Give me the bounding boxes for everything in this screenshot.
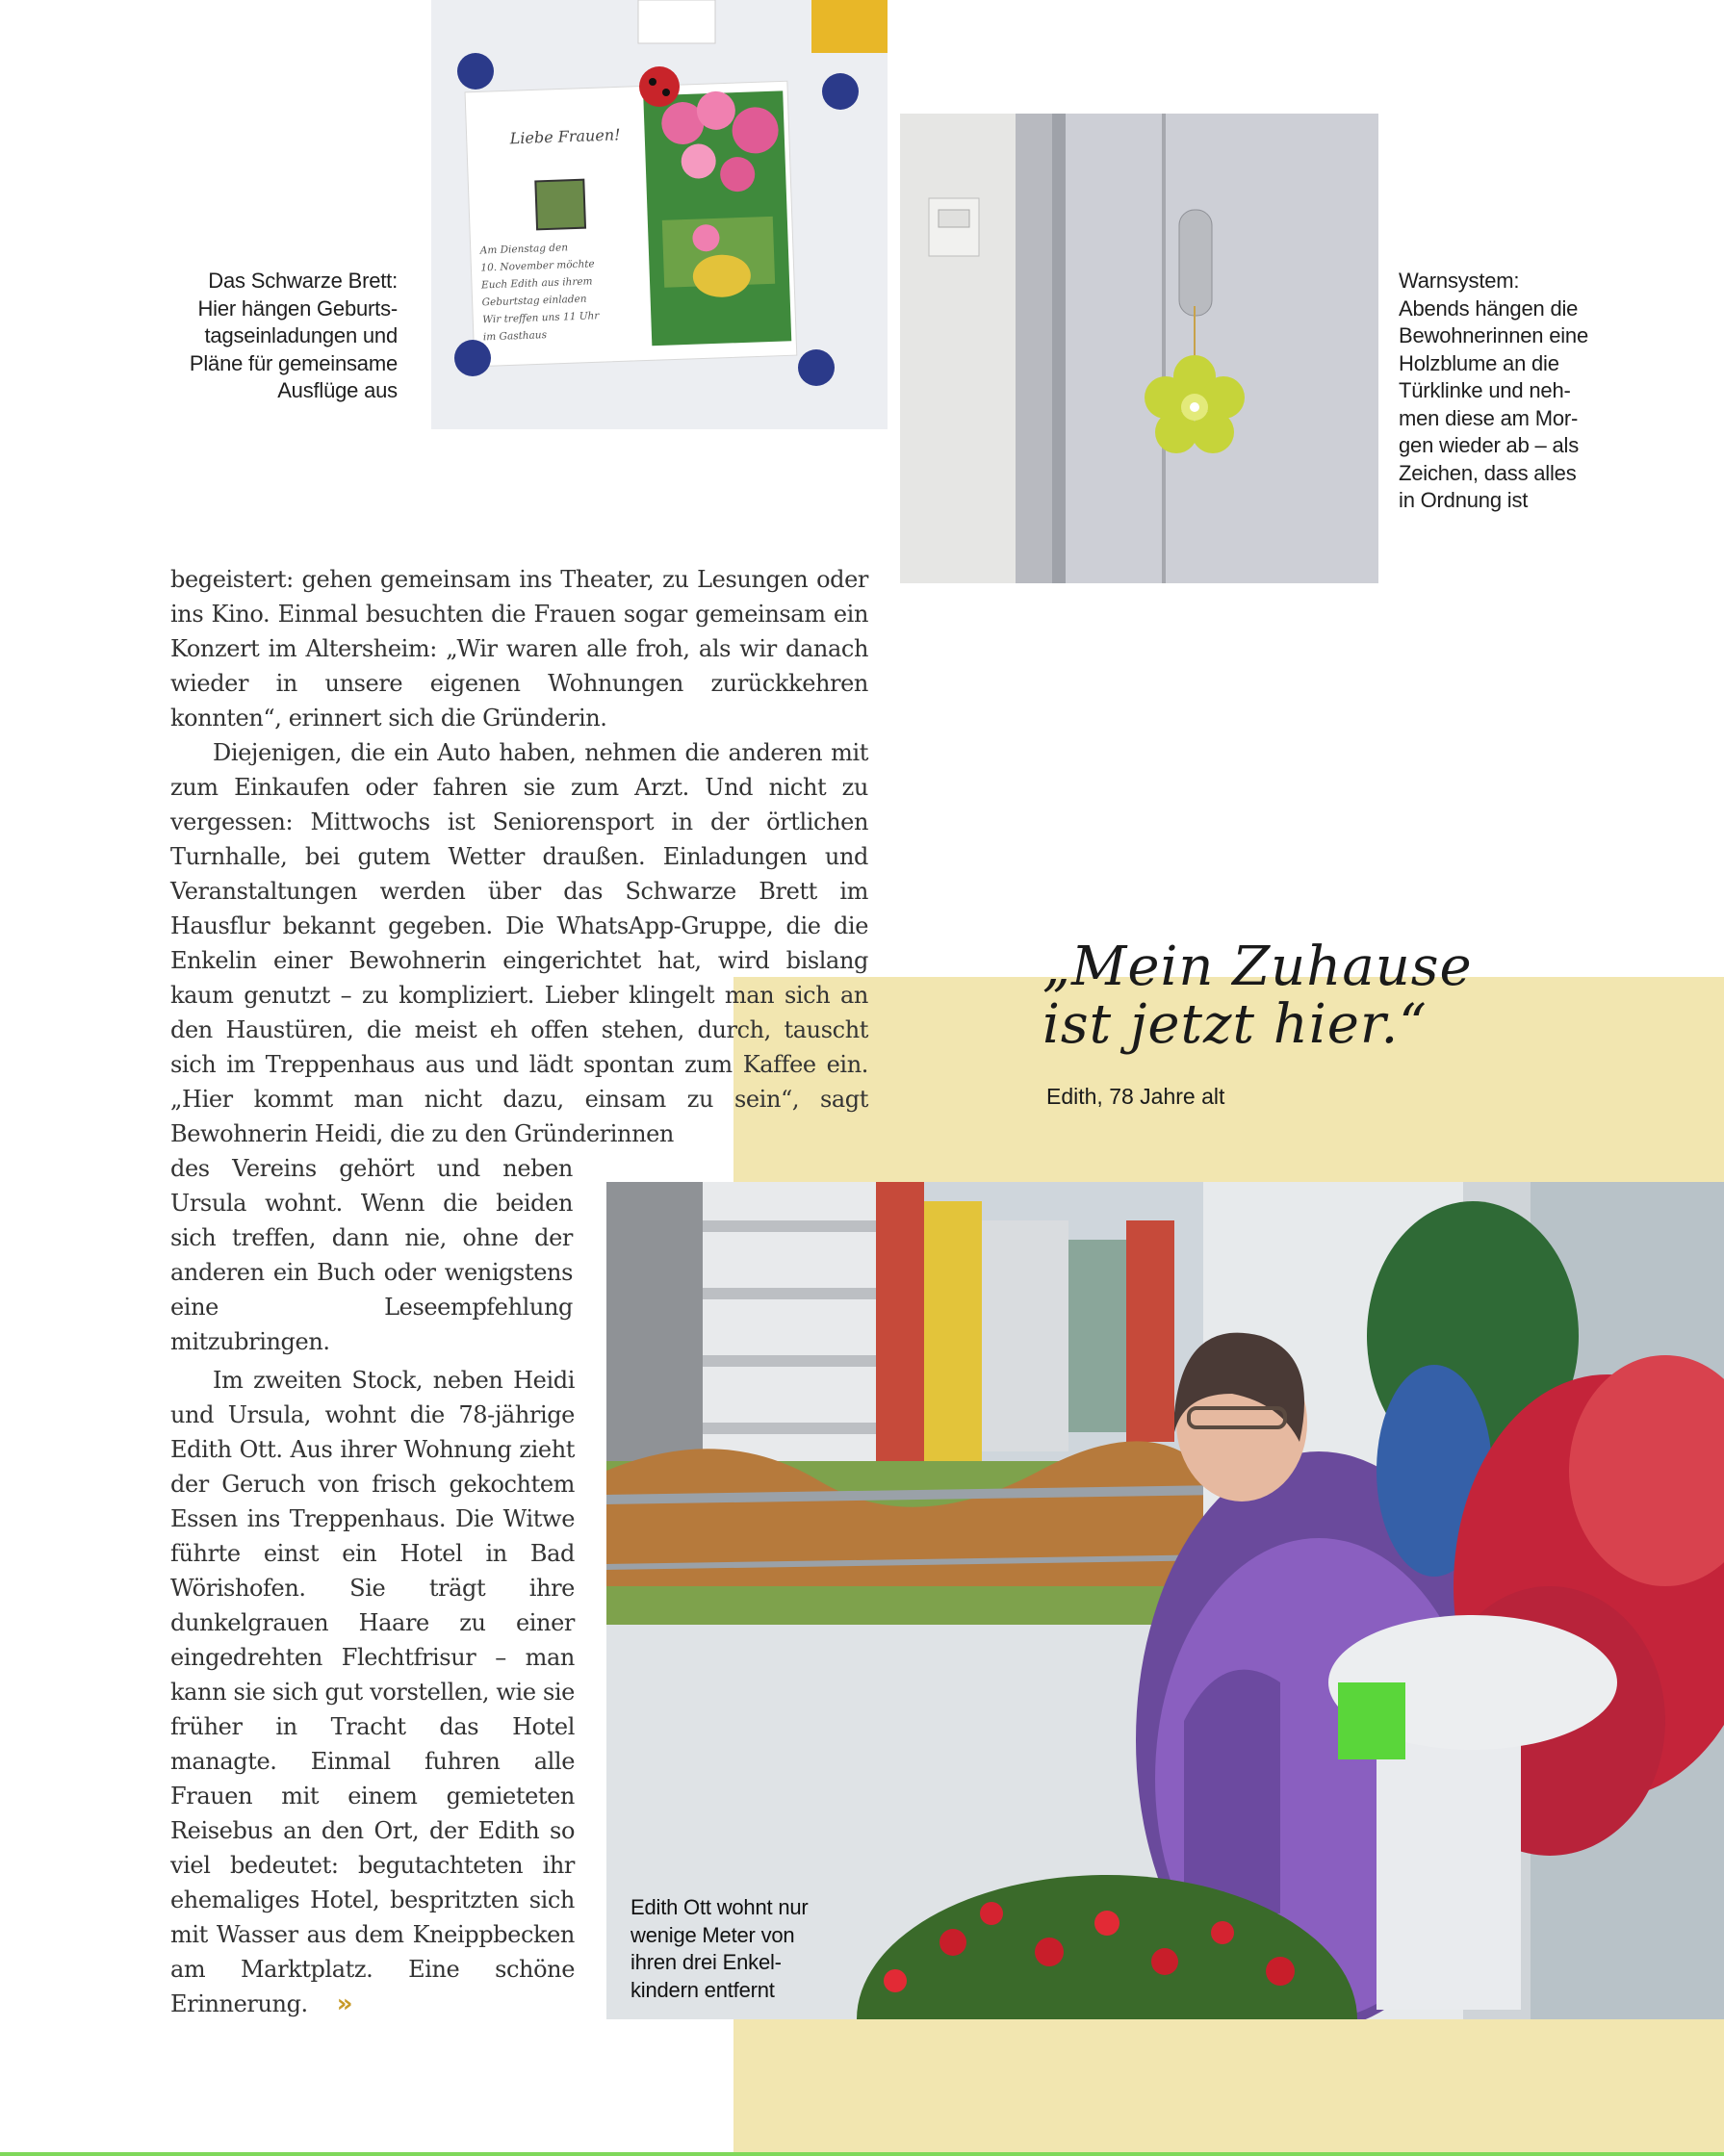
paragraph: Diejenigen, die ein Auto haben, nehmen die anderen mit zum Einkaufen oder fahren sie zum Arzt. Und nicht zu vergessen: Mittwochs ist Seniorensport in der örtlichen Turnhalle, bei gutem Wetter draußen. Einladungen und Veranstaltungen werden über das Schwarze Brett im Hausflur bekannt gegeben. Die WhatsApp-Gruppe, die die Enkelin einer Bewohnerin eingerichtet hat, wird bislang kaum genutzt – zu kompliziert. Lieber klingelt man sich an den Haustüren, die meist eh offen stehen, durch, tauscht sich im Treppenhaus aus und lädt spontan zum Kaffee ein. „Hier kommt man nicht dazu, einsam zu sein“, sagt Bewohnerin Heidi, die zu den Gründerinnen (170, 739, 868, 1147)
caption-line: wenige Meter von (630, 1922, 795, 1947)
pull-quote-attribution: Edith, 78 Jahre alt (1046, 1084, 1225, 1109)
caption-line: Abends hängen die (1399, 295, 1579, 321)
card-line-1: Am Dienstag den (479, 242, 569, 257)
pull-quote (1042, 938, 1543, 1054)
continue-arrow-icon: » (336, 1989, 353, 2018)
caption-line: Edith Ott wohnt nur (630, 1895, 809, 1919)
caption-line: Zeichen, dass alles (1399, 460, 1577, 485)
caption-line: ihren drei Enkel- (630, 1950, 782, 1974)
article-body-lower (170, 1363, 575, 2021)
caption-notice-board (173, 268, 398, 405)
notice-board-photo (431, 0, 888, 429)
caption-line: Das Schwarze Brett: (208, 269, 398, 293)
caption-line: Pläne für gemeinsame (189, 350, 398, 375)
card-line-4: Geburtstag einladen (481, 293, 587, 309)
caption-line: kindern entfernt (630, 1977, 775, 2002)
pull-quote-line-1: „Mein Zuhause (1042, 936, 1473, 998)
card-line-3: Euch Edith aus ihrem (480, 275, 593, 292)
card-line-5: Wir treffen uns 11 Uhr (482, 310, 600, 326)
caption-warning-system (1399, 268, 1599, 515)
caption-line: men diese am Mor- (1399, 405, 1579, 430)
caption-line: Ausflüge aus (277, 378, 398, 402)
caption-line: gen wieder ab – als (1399, 433, 1579, 457)
card-greeting-text: Liebe Frauen! (509, 125, 621, 148)
caption-line: Hier hängen Geburts- (197, 295, 398, 321)
paragraph (170, 1363, 575, 2021)
caption-line: Holzblume an die (1399, 350, 1559, 375)
caption-line: Türklinke und neh- (1399, 378, 1571, 402)
caption-line: Warnsystem: (1399, 269, 1520, 293)
caption-edith-photo (630, 1894, 833, 2004)
paragraph-text: Im zweiten Stock, neben Heidi und Ursula, wohnt die 78-jährige Edith Ott. Aus ihrer Wohnung zieht der Geruch von frisch gekochtem Essen ins Treppenhaus. Die Witwe führte einst ein Hotel in Bad Wörishofen. Sie trägt ihre dunkelgrauen Haare zu einer eingedrehten Flechtfrisur – man kann sie sich gut vorstellen, wie sie früher in Tracht das Hotel managte. Einmal fuhren alle Frauen mit einem gemieteten Reisebus an den Ort, der Edith so viel bedeutet: begutachteten ihr ehemaliges Hotel, bespritzten sich mit Wasser aus dem Kneippbecken am Marktplatz. Eine schöne Erinnerung. (170, 1367, 575, 2017)
article-body-upper (170, 562, 868, 1359)
pull-quote-line-2: ist jetzt hier.“ (1042, 993, 1428, 1056)
caption-line: tagseinladungen und (204, 323, 398, 347)
caption-line: Bewohnerinnen eine (1399, 323, 1588, 347)
card-line-6: im Gasthaus (482, 329, 548, 344)
caption-line: in Ordnung ist (1399, 488, 1529, 512)
paragraph: des Vereins gehört und neben Ursula wohnt. Wenn die beiden sich treffen, dann nie, ohne der anderen ein Buch oder wenigstens eine Leseempfehlung mitzubringen. (170, 1155, 573, 1355)
door-flower-photo (900, 114, 1378, 583)
page-bottom-rule (0, 2152, 1724, 2156)
card-line-2: 10. November möchte (480, 258, 595, 274)
paragraph: begeistert: gehen gemeinsam ins Theater, zu Lesungen oder ins Kino. Einmal besuchten die Frauen sogar gemeinsam ein Konzert im Altersheim: „Wir waren alle froh, als wir danach wieder in unsere eigenen Wohnungen zurückkehren konnten“, erinnert sich die Gründerin. (170, 566, 868, 732)
